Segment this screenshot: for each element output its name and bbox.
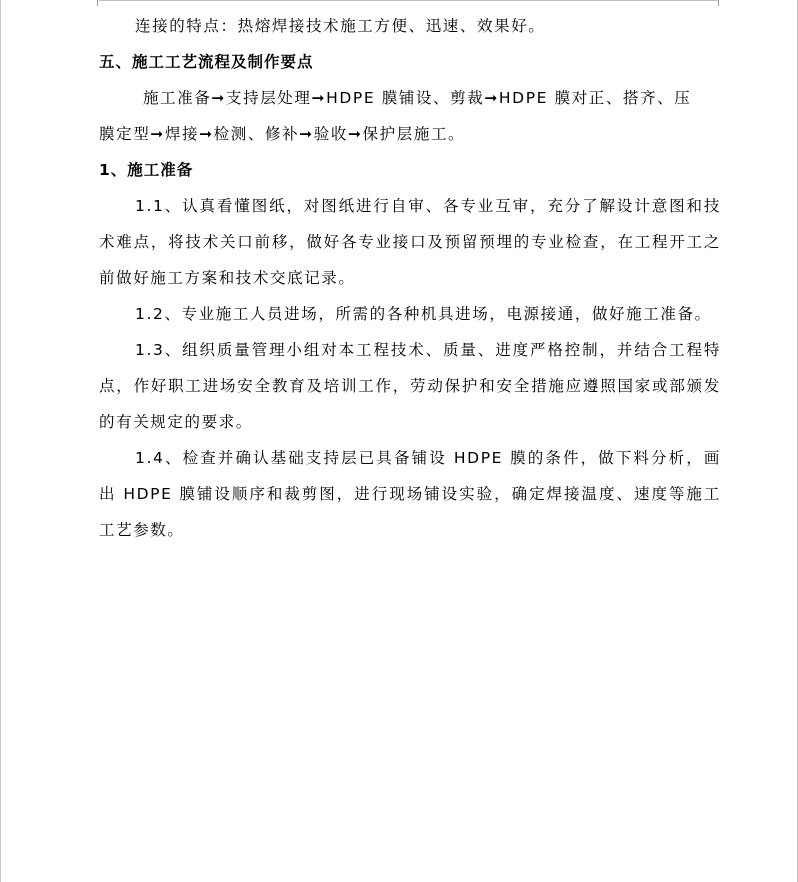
paragraph-1-3: 1.3、组织质量管理小组对本工程技术、质量、进度严格控制，并结合工程特点，作好职工进场安全教育及培训工作，劳动保护和安全措施应遵照国家或部颁发的有关规定的要求。 <box>99 341 721 431</box>
paragraph-1-1: 1.1、认真看懂图纸，对图纸进行自审、各专业互审，充分了解设计意图和技术难点，将技术关口前移，做好各专业接口及预留预埋的专业检查，在工程开工之前做好施工方案和技术交底记录。 <box>99 197 721 287</box>
page-top-margin-line <box>99 0 719 1</box>
paragraph-1-2: 1.2、专业施工人员进场，所需的各种机具进场，电源接通，做好施工准备。 <box>135 305 712 323</box>
process-flow-line-2: 膜定型➞焊接➞检测、修补➞验收➞保护层施工。 <box>99 125 466 143</box>
process-flow-line-1: 施工准备➞支持层处理➞HDPE 膜铺设、剪裁➞HDPE 膜对正、搭齐、压 <box>143 89 692 107</box>
section-5-heading: 五、施工工艺流程及制作要点 <box>99 53 314 71</box>
section-1-heading: 1、施工准备 <box>99 161 194 179</box>
margin-corner-mark-right <box>718 0 719 6</box>
document-body <box>99 8 721 548</box>
margin-corner-mark-left <box>97 0 98 6</box>
intro-paragraph: 连接的特点：热熔焊接技术施工方便、迅速、效果好。 <box>135 17 546 35</box>
paragraph-1-4: 1.4、检查并确认基础支持层已具备铺设 HDPE 膜的条件，做下料分析，画出 HDPE 膜铺设顺序和裁剪图，进行现场铺设实验，确定焊接温度、速度等施工工艺参数。 <box>99 449 721 539</box>
